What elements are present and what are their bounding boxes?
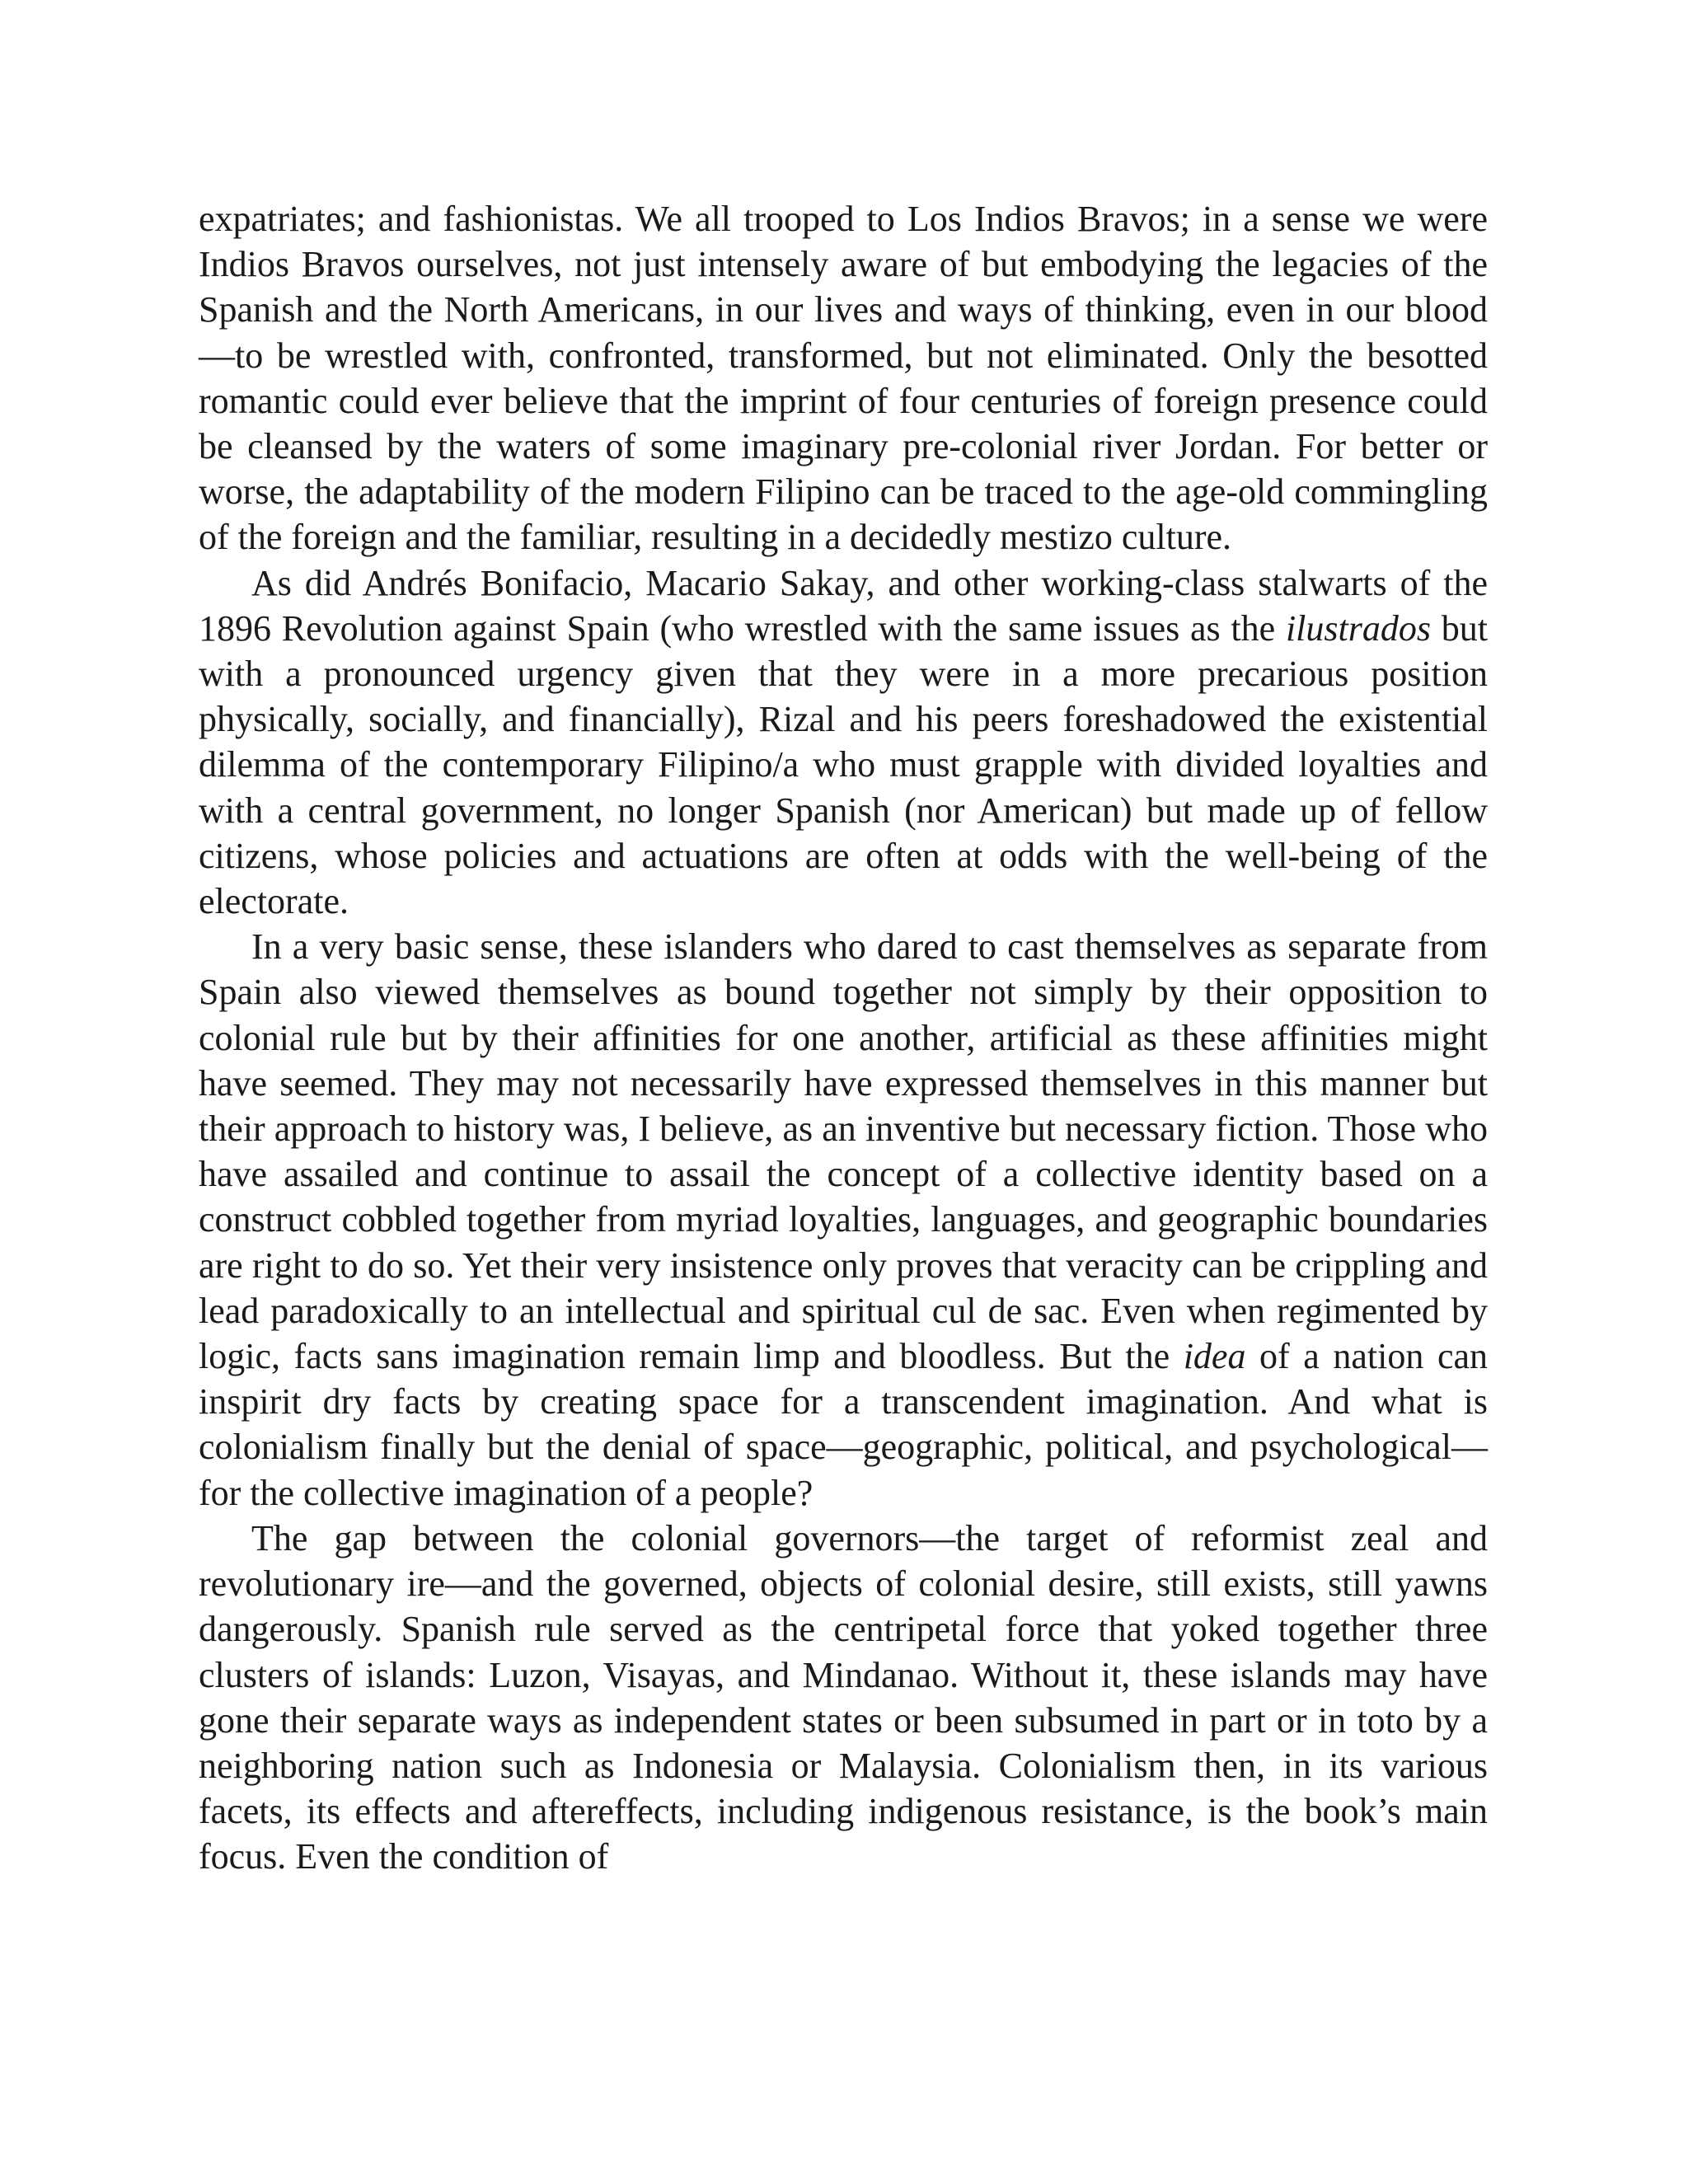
paragraph-2-text-a: As did Andrés Bonifacio, Macario Sakay, and other working-class stalwarts of the 1896 Revolution against Spain (who wrestled with the same issues as the (199, 562, 1488, 649)
paragraph-4-text: The gap between the colonial governors—the target of reformist zeal and revolutionary ire—and the governed, objects of colonial desire, still exists, still yawns dangerously. Spanish rule served as the centripetal force that yoked together three clusters of islands: Luzon, Visayas, and Mindanao. Without it, these islands may have gone their separate ways as independent states or been subsumed in part or in toto by a neighboring nation such as Indonesia or Malaysia. Colonialism then, in its various facets, its effects and aftereffects, including indigenous resistance, is the book’s main focus. Even the condition of (199, 1517, 1488, 1877)
paragraph-1-text: expatriates; and fashionistas. We all trooped to Los Indios Bravos; in a sense we were Indios Bravos ourselves, not just intensely aware of but embodying the legacies of the Spanish and the North Americans, in our lives and ways of thinking, even in our blood—to be wrestled with, confronted, transformed, but not eliminated. Only the besotted romantic could ever believe that the imprint of four centuries of foreign presence could be cleansed by the waters of some imaginary pre-colonial river Jordan. For better or worse, the adaptability of the modern Filipino can be traced to the age-old commingling of the foreign and the familiar, resulting in a decidedly mestizo culture. (199, 199, 1488, 558)
body-text (199, 196, 1488, 1880)
paragraph-2 (199, 560, 1488, 925)
paragraph-1 (199, 196, 1488, 560)
paragraph-3-text-a: In a very basic sense, these islanders who dared to cast themselves as separate from Spain also viewed themselves as bound together not simply by their opposition to colonial rule but by their affinities for one another, artificial as these affinities might have seemed. They may not necessarily have expressed themselves in this manner but their approach to history was, I believe, as an inventive but necessary fiction. Those who have assailed and continue to assail the concept of a collective identity based on a construct cobbled together from myriad loyalties, languages, and geographic boundaries are right to do so. Yet their very insistence only proves that veracity can be crippling and lead paradoxically to an intellectual and spiritual cul de sac. Even when regimented by logic, facts sans imagination remain limp and bloodless. But the (199, 926, 1488, 1377)
paragraph-3-italic-idea: idea (1183, 1336, 1246, 1377)
paragraph-3-text-b: of a nation can inspirit dry facts by creating space for a transcendent imagination. And what is colonialism finally but the denial of space—geographic, political, and psychological—for the collective imagination of a people? (199, 1336, 1488, 1513)
paragraph-4 (199, 1516, 1488, 1880)
paragraph-3 (199, 924, 1488, 1516)
paragraph-2-italic-ilustrados: ilustrados (1285, 607, 1431, 649)
paragraph-2-text-b: but with a pronounced urgency given that they were in a more precarious position physically, socially, and financially), Rizal and his peers foreshadowed the existential dilemma of the contemporary Filipino/a who must grapple with divided loyalties and with a central government, no longer Spanish (nor American) but made up of fellow citizens, whose policies and actuations are often at odds with the well-being of the electorate. (199, 607, 1488, 922)
